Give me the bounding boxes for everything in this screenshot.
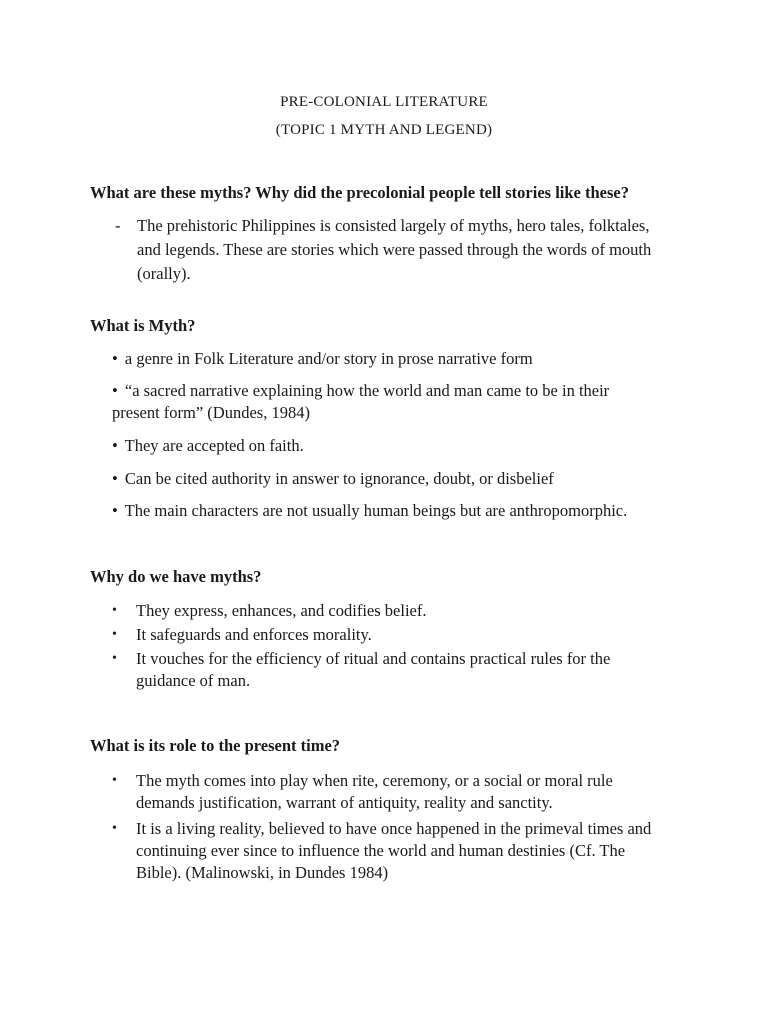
dash-marker: - xyxy=(115,216,121,235)
dash-item-text: The prehistoric Philippines is consisted largely of myths, hero tales, folktales, and legends. These are stories which were passed through the words of mouth (orally). xyxy=(137,216,652,283)
list-item-text: They are accepted on faith. xyxy=(124,436,304,455)
list-item xyxy=(112,600,652,622)
bullet-icon: • xyxy=(112,349,118,368)
list-item-text: It is a living reality, believed to have once happened in the primeval times and continuing ever since to influence the world and human destinies (Cf. The Bible). (Malinowski, in Dundes 1984) xyxy=(136,819,652,882)
bullet-icon: • xyxy=(112,381,118,400)
bullet-icon: • xyxy=(112,651,117,666)
list-item xyxy=(112,380,657,424)
list-item-text: a genre in Folk Literature and/or story in prose narrative form xyxy=(124,349,533,368)
list-item xyxy=(112,435,672,457)
bullet-icon: • xyxy=(112,821,117,836)
list-item-text: The main characters are not usually human beings but are anthropomorphic. xyxy=(124,501,628,520)
bullet-icon: • xyxy=(112,627,117,642)
list-item-text: They express, enhances, and codifies belief. xyxy=(136,601,427,620)
bullet-icon: • xyxy=(112,436,118,455)
list-item xyxy=(112,648,642,692)
list-item-text: “a sacred narrative explaining how the world and man came to be in their present form” (Dundes, 1984) xyxy=(112,381,610,422)
section-heading-myths-why: What are these myths? Why did the precolonial people tell stories like these? xyxy=(90,183,629,202)
dash-list-item xyxy=(115,214,675,286)
list-item xyxy=(112,624,652,646)
document-title: PRE-COLONIAL LITERATURE xyxy=(280,94,488,110)
bullet-icon: • xyxy=(112,469,118,488)
bullet-icon: • xyxy=(112,773,117,788)
list-item-text: It vouches for the efficiency of ritual and contains practical rules for the guidance of man. xyxy=(136,649,611,690)
document-subtitle: (TOPIC 1 MYTH AND LEGEND) xyxy=(275,122,493,138)
list-item xyxy=(112,500,712,522)
section-heading-role-present: What is its role to the present time? xyxy=(90,736,341,755)
section-heading-why-myths: Why do we have myths? xyxy=(90,567,262,586)
section-heading-what-is-myth: What is Myth? xyxy=(90,316,196,335)
list-item-text: The myth comes into play when rite, ceremony, or a social or moral rule demands justification, warrant of antiquity, reality and sanctity. xyxy=(136,771,613,812)
list-item xyxy=(112,348,672,370)
list-item-text: It safeguards and enforces morality. xyxy=(136,625,372,644)
bullet-icon: • xyxy=(112,603,117,618)
list-item-text: Can be cited authority in answer to ignorance, doubt, or disbelief xyxy=(124,469,554,488)
list-item xyxy=(112,468,672,490)
list-item xyxy=(112,818,652,884)
list-item xyxy=(112,770,642,814)
bullet-icon: • xyxy=(112,501,118,520)
